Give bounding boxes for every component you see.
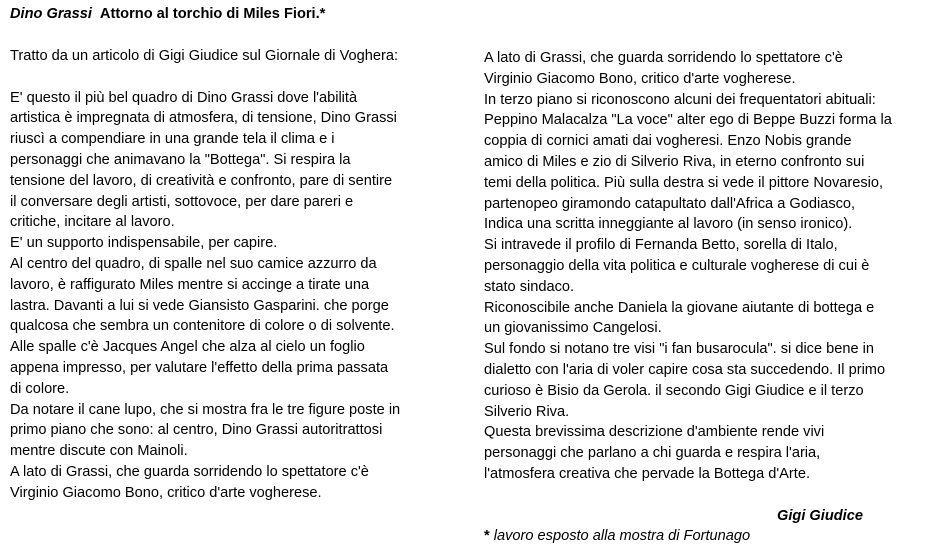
text-line: E' questo il più bel quadro di Dino Grassi dove l'abilità bbox=[10, 89, 358, 106]
text-line: lastra. Davanti a lui si vede Giansisto Gasparini. che porge bbox=[10, 297, 389, 314]
text-line: Si intravede il profilo di Fernanda Betto, sorella di Italo, bbox=[484, 237, 838, 254]
title-author: Dino Grassi bbox=[10, 6, 92, 22]
text-line: primo piano che sono: al centro, Dino Grassi autoritrattosi bbox=[10, 422, 383, 439]
text-line: partenopeo giramondo catapultato dall'Africa a Godiasco, bbox=[484, 195, 856, 212]
document-title bbox=[10, 4, 325, 25]
text-line: lavoro, è raffigurato Miles mentre si accinge a tirate una bbox=[10, 276, 370, 293]
text-line: Questa brevissima descrizione d'ambiente rende vivi bbox=[484, 424, 825, 441]
text-line: temi della politica. Più sulla destra si vede il pittore Novaresio, bbox=[484, 174, 884, 191]
signature: Gigi Giudice bbox=[777, 508, 863, 524]
footnote-text: lavoro esposto alla mostra di Fortunago bbox=[493, 528, 751, 544]
text-line: Sul fondo si notano tre visi "i fan busarocula". si dice bene in bbox=[484, 341, 875, 358]
text-line: Virginio Giacomo Bono, critico d'arte vogherese. bbox=[484, 70, 796, 87]
text-line: dialetto con l'aria di voler capire cosa sta succedendo. Il primo bbox=[484, 361, 886, 378]
text-line: Da notare il cane lupo, che si mostra fra le tre figure poste in bbox=[10, 401, 401, 418]
text-line: di colore. bbox=[10, 380, 70, 397]
text-line: Peppino Malacalza "La voce" alter ego di Beppe Buzzi forma la bbox=[484, 112, 892, 129]
text-line: E' un supporto indispensabile, per capire. bbox=[10, 235, 278, 252]
text-line: appena impresso, per valutare l'effetto della prima passata bbox=[10, 359, 389, 376]
text-line: mentre discute con Mainoli. bbox=[10, 443, 188, 460]
text-line: l'atmosfera creativa che pervade la Bottega d'Arte. bbox=[484, 465, 811, 482]
title-work: Attorno al torchio di Miles Fiori.* bbox=[99, 6, 326, 22]
paragraph-gap bbox=[10, 67, 465, 88]
right-column bbox=[484, 48, 924, 485]
text-line: Silverio Riva. bbox=[484, 403, 570, 420]
text-line: stato sindaco. bbox=[484, 278, 575, 295]
text-line: personaggi che animavano la "Bottega". Si respira la bbox=[10, 151, 351, 168]
text-line: critiche, incitare al lavoro. bbox=[10, 214, 175, 231]
text-line: coppia di cornici amati dai vogheresi. Enzo Nobis grande bbox=[484, 133, 852, 150]
text-line: riuscì a compendiare in una grande tela il clima e i bbox=[10, 131, 335, 148]
text-line: amico di Miles e zio di Silverio Riva, in eterno confronto sui bbox=[484, 153, 865, 170]
text-line: Al centro del quadro, di spalle nel suo camice azzurro da bbox=[10, 255, 377, 272]
text-line: Indica una scritta inneggiante al lavoro (in senso ironico). bbox=[484, 216, 853, 233]
text-line: qualcosa che sembra un contenitore di colore o di solvente. bbox=[10, 318, 395, 335]
text-line: A lato di Grassi, che guarda sorridendo lo spettatore c'è bbox=[10, 463, 369, 480]
text-line: personaggi che parlano a chi guarda e respira l'aria, bbox=[484, 445, 821, 462]
text-line: Alle spalle c'è Jacques Angel che alza al cielo un foglio bbox=[10, 339, 365, 356]
text-line: personaggio della vita politica e culturale vogherese di cui è bbox=[484, 257, 870, 274]
text-line: il conversare degli artisti, sottovoce, per dare pareri e bbox=[10, 193, 354, 210]
text-line: Virginio Giacomo Bono, critico d'arte vogherese. bbox=[10, 484, 322, 501]
footnote-marker: * bbox=[484, 528, 490, 544]
text-line: tensione del lavoro, di creatività e confronto, pare di sentire bbox=[10, 172, 393, 189]
left-column bbox=[10, 46, 465, 504]
text-line: In terzo piano si riconoscono alcuni dei frequentatori abituali: bbox=[484, 91, 876, 108]
intro-line: Tratto da un articolo di Gigi Giudice sul Giornale di Voghera: bbox=[10, 48, 399, 64]
footnote bbox=[484, 526, 750, 547]
text-line: un giovanissimo Cangelosi. bbox=[484, 320, 662, 337]
text-line: A lato di Grassi, che guarda sorridendo lo spettatore c'è bbox=[484, 50, 843, 66]
text-line: curioso è Bisio da Gerola. il secondo Gigi Giudice e il terzo bbox=[484, 382, 864, 399]
text-line: artistica è impregnata di atmosfera, di tensione, Dino Grassi bbox=[10, 110, 397, 127]
text-line: Riconoscibile anche Daniela la giovane aiutante di bottega e bbox=[484, 299, 875, 316]
